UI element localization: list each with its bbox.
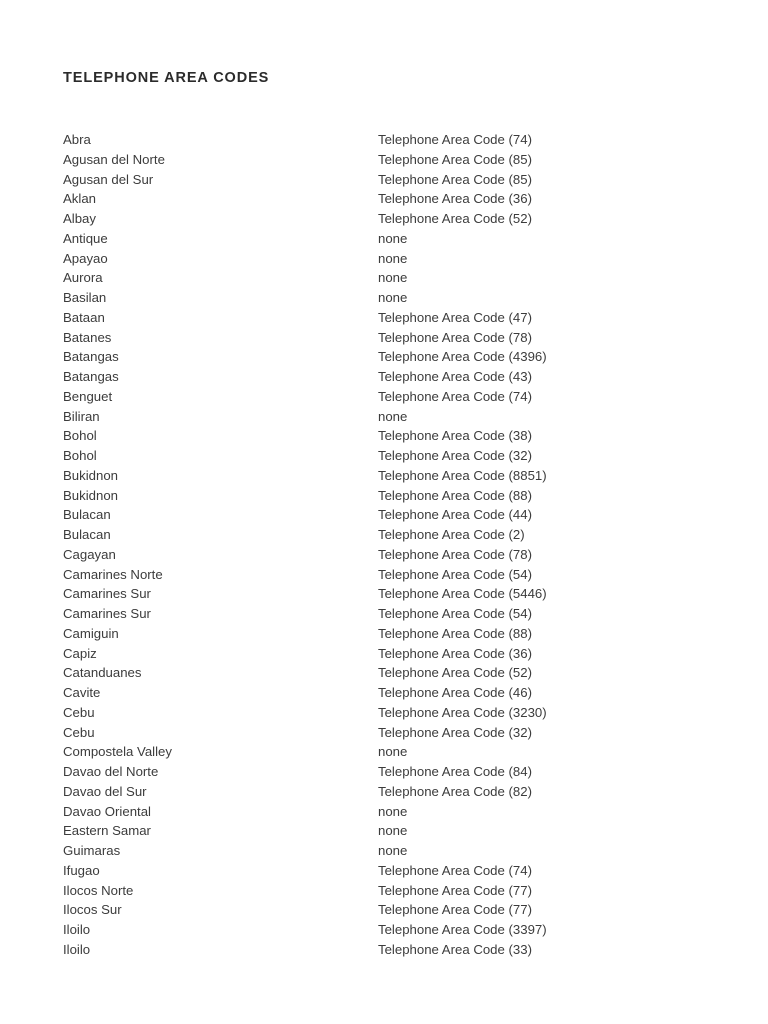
table-row [63, 683, 663, 703]
province-name: Biliran [63, 408, 100, 424]
province-name: Agusan del Norte [63, 151, 165, 167]
area-code-value: Telephone Area Code (47) [378, 309, 532, 325]
table-row [63, 387, 663, 407]
province-name: Camarines Norte [63, 566, 163, 582]
area-code-value: Telephone Area Code (54) [378, 566, 532, 582]
area-code-value: Telephone Area Code (88) [378, 625, 532, 641]
table-row [63, 723, 663, 743]
province-name: Compostela Valley [63, 744, 172, 760]
area-code-value: Telephone Area Code (32) [378, 448, 532, 463]
province-name: Ifugao [63, 862, 100, 878]
table-row [63, 742, 663, 762]
table-row [63, 762, 663, 782]
province-name: Camarines Sur [63, 606, 151, 621]
page-title: TELEPHONE AREA CODES [63, 70, 270, 86]
area-code-value: none [378, 843, 408, 858]
area-code-value: none [378, 744, 408, 760]
province-name: Camarines Sur [63, 586, 151, 602]
area-code-value: Telephone Area Code (43) [378, 369, 532, 384]
area-code-value: Telephone Area Code (44) [378, 507, 532, 523]
area-code-value: none [378, 823, 408, 839]
table-row [63, 525, 663, 545]
area-code-value: Telephone Area Code (85) [378, 151, 532, 167]
province-name: Cebu [63, 704, 95, 720]
province-name: Benguet [63, 388, 113, 404]
area-code-value: Telephone Area Code (78) [378, 546, 532, 562]
province-name: Bulacan [63, 507, 111, 523]
table-row [63, 703, 663, 723]
table-row [63, 249, 663, 269]
table-row [63, 170, 663, 190]
province-name: Iloilo [63, 922, 91, 937]
area-code-value: Telephone Area Code (82) [378, 783, 532, 799]
area-code-value: Telephone Area Code (3230) [378, 704, 547, 720]
province-name: Bukidnon [63, 487, 118, 503]
area-code-value: Telephone Area Code (74) [378, 862, 532, 878]
province-name: Capiz [63, 645, 97, 661]
area-code-value: Telephone Area Code (36) [378, 191, 532, 207]
table-row [63, 150, 663, 170]
area-code-value: Telephone Area Code (8851) [378, 467, 547, 483]
province-name: Cavite [63, 685, 101, 700]
table-row [63, 940, 663, 960]
table-row [63, 446, 663, 466]
table-row [63, 426, 663, 446]
table-row [63, 486, 663, 506]
province-name: Cebu [63, 724, 95, 740]
table-row [63, 900, 663, 920]
table-row [63, 802, 663, 822]
table-row [63, 229, 663, 249]
area-code-value: Telephone Area Code (74) [378, 132, 532, 147]
area-code-value: Telephone Area Code (54) [378, 606, 532, 621]
province-name: Albay [63, 211, 96, 226]
province-name: Aurora [63, 270, 103, 286]
province-name: Bulacan [63, 527, 111, 542]
table-row [63, 130, 663, 150]
province-name: Bataan [63, 309, 105, 325]
area-code-value: Telephone Area Code (36) [378, 645, 532, 661]
area-code-value: none [378, 290, 408, 305]
table-row [63, 407, 663, 427]
province-name: Bohol [63, 448, 97, 463]
table-row [63, 604, 663, 624]
province-name: Ilocos Sur [63, 902, 122, 918]
table-row [63, 644, 663, 664]
area-code-value: Telephone Area Code (5446) [378, 586, 547, 602]
province-name: Batanes [63, 329, 112, 345]
table-row [63, 308, 663, 328]
area-code-value: Telephone Area Code (88) [378, 487, 532, 503]
area-code-value: Telephone Area Code (74) [378, 388, 532, 404]
province-name: Ilocos Norte [63, 882, 134, 898]
province-name: Apayao [63, 250, 108, 266]
table-row [63, 881, 663, 901]
province-name: Catanduanes [63, 665, 142, 681]
table-row [63, 861, 663, 881]
area-code-value: Telephone Area Code (52) [378, 665, 532, 681]
province-name: Antique [63, 230, 108, 246]
area-code-value: Telephone Area Code (46) [378, 685, 532, 700]
table-row [63, 821, 663, 841]
province-name: Iloilo [63, 941, 91, 957]
table-row [63, 466, 663, 486]
area-code-value: none [378, 408, 408, 424]
area-code-table-body [63, 130, 663, 960]
province-name: Batangas [63, 349, 119, 365]
area-code-value: Telephone Area Code (78) [378, 329, 532, 345]
table-row [63, 347, 663, 367]
area-code-table [63, 130, 663, 960]
table-row [63, 584, 663, 604]
table-row [63, 782, 663, 802]
area-code-value: Telephone Area Code (33) [378, 941, 532, 957]
table-row [63, 268, 663, 288]
province-name: Aklan [63, 191, 96, 207]
province-name: Davao del Sur [63, 783, 147, 799]
province-name: Eastern Samar [63, 823, 151, 839]
area-code-value: Telephone Area Code (84) [378, 764, 532, 779]
province-name: Davao del Norte [63, 764, 159, 779]
area-code-value: Telephone Area Code (85) [378, 171, 532, 187]
province-name: Camiguin [63, 625, 119, 641]
province-name: Davao Oriental [63, 803, 151, 819]
province-name: Guimaras [63, 843, 121, 858]
table-row [63, 189, 663, 209]
area-code-value: Telephone Area Code (2) [378, 527, 525, 542]
area-code-value: Telephone Area Code (77) [378, 902, 532, 918]
area-code-value: none [378, 803, 408, 819]
area-code-value: Telephone Area Code (38) [378, 428, 532, 444]
area-code-value: Telephone Area Code (32) [378, 724, 532, 740]
province-name: Cagayan [63, 546, 116, 562]
table-row [63, 841, 663, 861]
table-row [63, 624, 663, 644]
area-code-value: Telephone Area Code (77) [378, 882, 532, 898]
province-name: Bukidnon [63, 467, 118, 483]
table-row [63, 288, 663, 308]
area-code-value: Telephone Area Code (52) [378, 211, 532, 226]
table-row [63, 367, 663, 387]
table-row [63, 505, 663, 525]
province-name: Abra [63, 132, 91, 147]
table-row [63, 209, 663, 229]
province-name: Batangas [63, 369, 119, 384]
table-row [63, 920, 663, 940]
province-name: Bohol [63, 428, 97, 444]
table-row [63, 663, 663, 683]
area-code-value: none [378, 270, 408, 286]
province-name: Basilan [63, 290, 107, 305]
area-code-value: none [378, 230, 408, 246]
area-code-value: Telephone Area Code (3397) [378, 922, 547, 937]
table-row [63, 328, 663, 348]
table-row [63, 565, 663, 585]
table-row [63, 545, 663, 565]
province-name: Agusan del Sur [63, 171, 154, 187]
area-code-value: none [378, 250, 408, 266]
area-code-value: Telephone Area Code (4396) [378, 349, 547, 365]
